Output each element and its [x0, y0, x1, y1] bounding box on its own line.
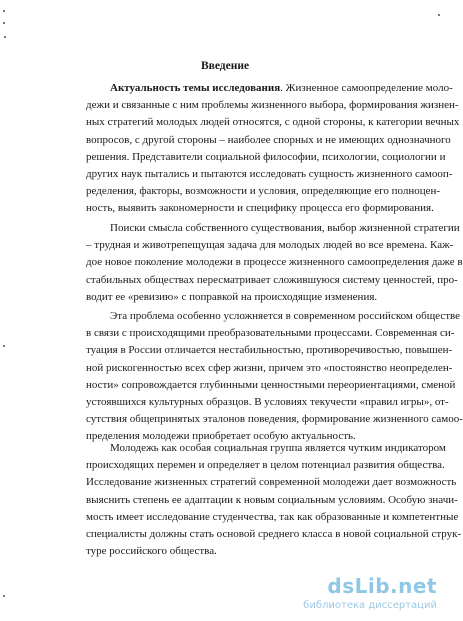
scan-mark — [3, 595, 5, 597]
text-line: вопросов, с другой стороны – наиболее спорных и не имеющих однозначного — [86, 133, 451, 146]
text-line: дежи и связанные с ним проблемы жизненного выбора, формирования жизнен- — [86, 99, 459, 112]
line-text: . Жизненное самоопределение моло- — [280, 82, 453, 94]
text-line: дое новое поколение молодежи в процессе жизненного самоопределения даже в — [86, 256, 463, 269]
watermark-brand: dsLib.net — [327, 574, 437, 598]
text-line: ределения, факторы, возможности и условия, определяющие его полноцен- — [86, 185, 441, 198]
text-line: стабильных обществах пересматривает сложившуюся систему ценностей, про- — [86, 273, 458, 286]
text-line: пределения молодежи приобретает особую актуальность. — [86, 430, 356, 443]
text-line: туация в России отличается нестабильностью, противоречивостью, повышен- — [86, 344, 453, 357]
text-line: ности» сопровождается глубинными ценностными переориентациями, сменой — [86, 378, 456, 391]
text-line: специалисты должны стать основой среднего класса в новой социальной струк- — [86, 528, 462, 540]
text-line: выяснить степень ее адаптации к новым социальным условиям. Особую значи- — [86, 493, 458, 506]
text-line: устоявшихся культурных образцов. В условиях текучести «правил игры», от- — [86, 396, 449, 408]
text-line: туре российского общества. — [86, 545, 217, 558]
text-line: происходящих перемен и определяет в целом потенциал развития общества. — [86, 459, 445, 472]
text-line: сутствия общепринятых эталонов поведения, формирование жизненного самоо- — [86, 413, 463, 426]
watermark-logo — [303, 574, 445, 618]
scan-mark — [3, 22, 5, 24]
text-line: ных стратегий молодых людей относятся, с одной стороны, к категории вечных — [86, 116, 460, 129]
text-line: решения. Представители социальной философии, психологии, социологии и — [86, 150, 446, 163]
watermark-subtitle: библиотека диссертаций — [303, 600, 437, 611]
text-line: Исследование жизненных стратегий современной молодежи дает возможность — [86, 476, 457, 489]
text-line: мость имеет исследование студенчества, так как образованные и компетентные — [86, 510, 459, 523]
text-line: в связи с происходящими преобразовательными процессами. Современная си- — [86, 327, 455, 340]
text-line: Эта проблема особенно усложняется в современном российском обществе — [110, 310, 461, 322]
text-line: – трудная и животрепещущая задача для молодых людей во все времена. Каж- — [86, 239, 454, 252]
page-title: Введение — [200, 60, 250, 72]
scan-mark — [3, 345, 5, 347]
text-line: ность, выявить закономерности и специфику процесса его формирования. — [86, 202, 434, 215]
text-line: других наук пытались и пытаются исследовать сущность жизненного самооп- — [86, 168, 453, 180]
scan-mark — [3, 10, 5, 12]
text-line: Поиски смысла собственного существования, выбор жизненной стратегии — [110, 222, 460, 234]
scan-mark — [438, 14, 440, 16]
scan-mark — [4, 36, 6, 38]
text-line: Молодежь как особая социальная группа является чутким индикатором — [110, 442, 446, 454]
text-line — [110, 80, 453, 96]
bold-lead: Актуальность темы исследования — [110, 82, 281, 94]
text-line: водит ее «ревизию» с поправкой на происходящие изменения. — [86, 290, 378, 303]
text-line: ной рискогенностью всех сфер жизни, причем это «постоянство неопределен- — [86, 361, 453, 374]
